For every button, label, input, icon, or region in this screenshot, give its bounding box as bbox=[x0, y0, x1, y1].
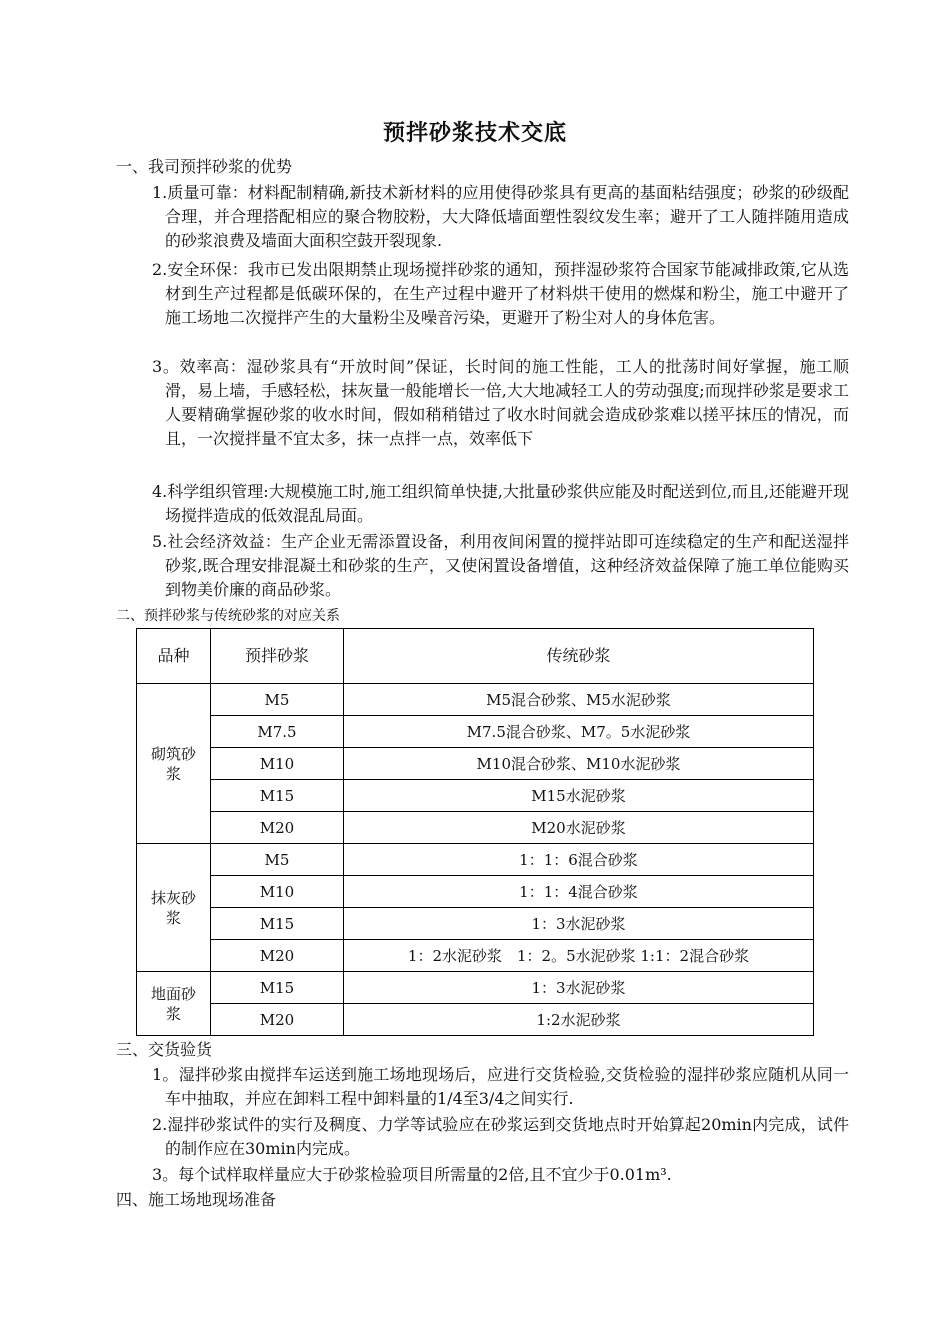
section-3-item-2: 2.湿拌砂浆试件的实行及稠度、力学等试验应在砂浆运到交货地点时开始算起20min内完成，试件的制作应在30min内完成。 bbox=[152, 1115, 849, 1158]
table-row bbox=[137, 940, 814, 972]
section-1-heading: 一、我司预拌砂浆的优势 bbox=[116, 157, 293, 176]
category-cell: 砌筑砂浆 bbox=[137, 684, 211, 844]
grade-cell: M5 bbox=[211, 684, 344, 716]
table-row bbox=[137, 908, 814, 940]
grade-cell: M20 bbox=[211, 812, 344, 844]
table-row bbox=[137, 780, 814, 812]
grade-cell: M15 bbox=[211, 972, 344, 1004]
section-3-item-1: 1。湿拌砂浆由搅拌车运送到施工场地现场后，应进行交货检验,交货检验的湿拌砂浆应随机从同一车中抽取，并应在卸料工程中卸料量的1/4至3/4之间实行. bbox=[152, 1065, 849, 1108]
category-cell: 地面砂浆 bbox=[137, 972, 211, 1036]
table-header-cell: 传统砂浆 bbox=[344, 629, 814, 684]
traditional-cell: 1：2水泥砂浆 1：2。5水泥砂浆 1:1：2混合砂浆 bbox=[344, 940, 814, 972]
category-cell: 抹灰砂浆 bbox=[137, 844, 211, 972]
document-title: 预拌砂浆技术交底 bbox=[382, 120, 567, 146]
table-row bbox=[137, 1004, 814, 1036]
table-row bbox=[137, 716, 814, 748]
traditional-cell: M15水泥砂浆 bbox=[344, 780, 814, 812]
grade-cell: M20 bbox=[211, 1004, 344, 1036]
traditional-cell: M20水泥砂浆 bbox=[344, 812, 814, 844]
grade-cell: M20 bbox=[211, 940, 344, 972]
section-4-heading: 四、施工场地现场准备 bbox=[116, 1190, 277, 1209]
traditional-cell: 1：3水泥砂浆 bbox=[344, 972, 814, 1004]
table-row bbox=[137, 972, 814, 1004]
table-row bbox=[137, 684, 814, 716]
grade-cell: M10 bbox=[211, 748, 344, 780]
grade-cell: M10 bbox=[211, 876, 344, 908]
grade-cell: M15 bbox=[211, 908, 344, 940]
traditional-cell: M5混合砂浆、M5水泥砂浆 bbox=[344, 684, 814, 716]
table-header-cell: 品种 bbox=[137, 629, 211, 684]
grade-cell: M5 bbox=[211, 844, 344, 876]
traditional-cell: 1：1：6混合砂浆 bbox=[344, 844, 814, 876]
traditional-cell: M7.5混合砂浆、M7。5水泥砂浆 bbox=[344, 716, 814, 748]
section-3-heading: 三、交货验货 bbox=[116, 1040, 213, 1059]
section-1-item-2: 2.安全环保：我市已发出限期禁止现场搅拌砂浆的通知，预拌湿砂浆符合国家节能减排政策,它从选材到生产过程都是低碳环保的，在生产过程中避开了材料烘干使用的燃煤和粉尘，施工中避开了施工场地二次搅拌产生的大量粉尘及噪音污染，更避开了粉尘对人的身体危害。 bbox=[152, 260, 849, 327]
traditional-cell: 1：3水泥砂浆 bbox=[344, 908, 814, 940]
table-row bbox=[137, 748, 814, 780]
table-header-cell: 预拌砂浆 bbox=[211, 629, 344, 684]
table-row bbox=[137, 812, 814, 844]
traditional-cell: 1：1：4混合砂浆 bbox=[344, 876, 814, 908]
grade-cell: M7.5 bbox=[211, 716, 344, 748]
section-2-heading: 二、预拌砂浆与传统砂浆的对应关系 bbox=[116, 608, 340, 624]
section-1-item-3: 3。效率高：湿砂浆具有“开放时间”保证，长时间的施工性能，工人的批荡时间好掌握，施工顺滑，易上墙，手感轻松，抹灰量一般能增长一倍,大大地减轻工人的劳动强度;而现拌砂浆是要求工人要精确掌握砂浆的收水时间，假如稍稍错过了收水时间就会造成砂浆难以搓平抹压的情况，而且，一次搅拌量不宜太多，抹一点拌一点，效率低下 bbox=[152, 357, 849, 448]
section-1-item-5: 5.社会经济效益：生产企业无需添置设备，利用夜间闲置的搅拌站即可连续稳定的生产和配送湿拌砂浆,既合理安排混凝土和砂浆的生产，又使闲置设备增值，这种经济效益保障了施工单位能购买到物美价廉的商品砂浆。 bbox=[152, 532, 849, 599]
grade-cell: M15 bbox=[211, 780, 344, 812]
traditional-cell: M10混合砂浆、M10水泥砂浆 bbox=[344, 748, 814, 780]
traditional-cell: 1:2水泥砂浆 bbox=[344, 1004, 814, 1036]
section-3-item-3: 3。每个试样取样量应大于砂浆检验项目所需量的2倍,且不宜少于0.01m³. bbox=[152, 1165, 672, 1184]
table-row bbox=[137, 844, 814, 876]
section-1-item-4: 4.科学组织管理:大规模施工时,施工组织简单快捷,大批量砂浆供应能及时配送到位,而且,还能避开现场搅拌造成的低效混乱局面。 bbox=[152, 482, 850, 525]
table-row bbox=[137, 876, 814, 908]
mortar-correspondence-table bbox=[136, 628, 814, 1036]
section-1-item-1: 1.质量可靠：材料配制精确,新技术新材料的应用使得砂浆具有更高的基面粘结强度；砂浆的砂级配合理，并合理搭配相应的聚合物胶粉，大大降低墙面塑性裂纹发生率；避开了工人随拌随用造成的砂浆浪费及墙面大面积空鼓开裂现象. bbox=[152, 183, 849, 250]
table-header-row bbox=[137, 629, 814, 684]
